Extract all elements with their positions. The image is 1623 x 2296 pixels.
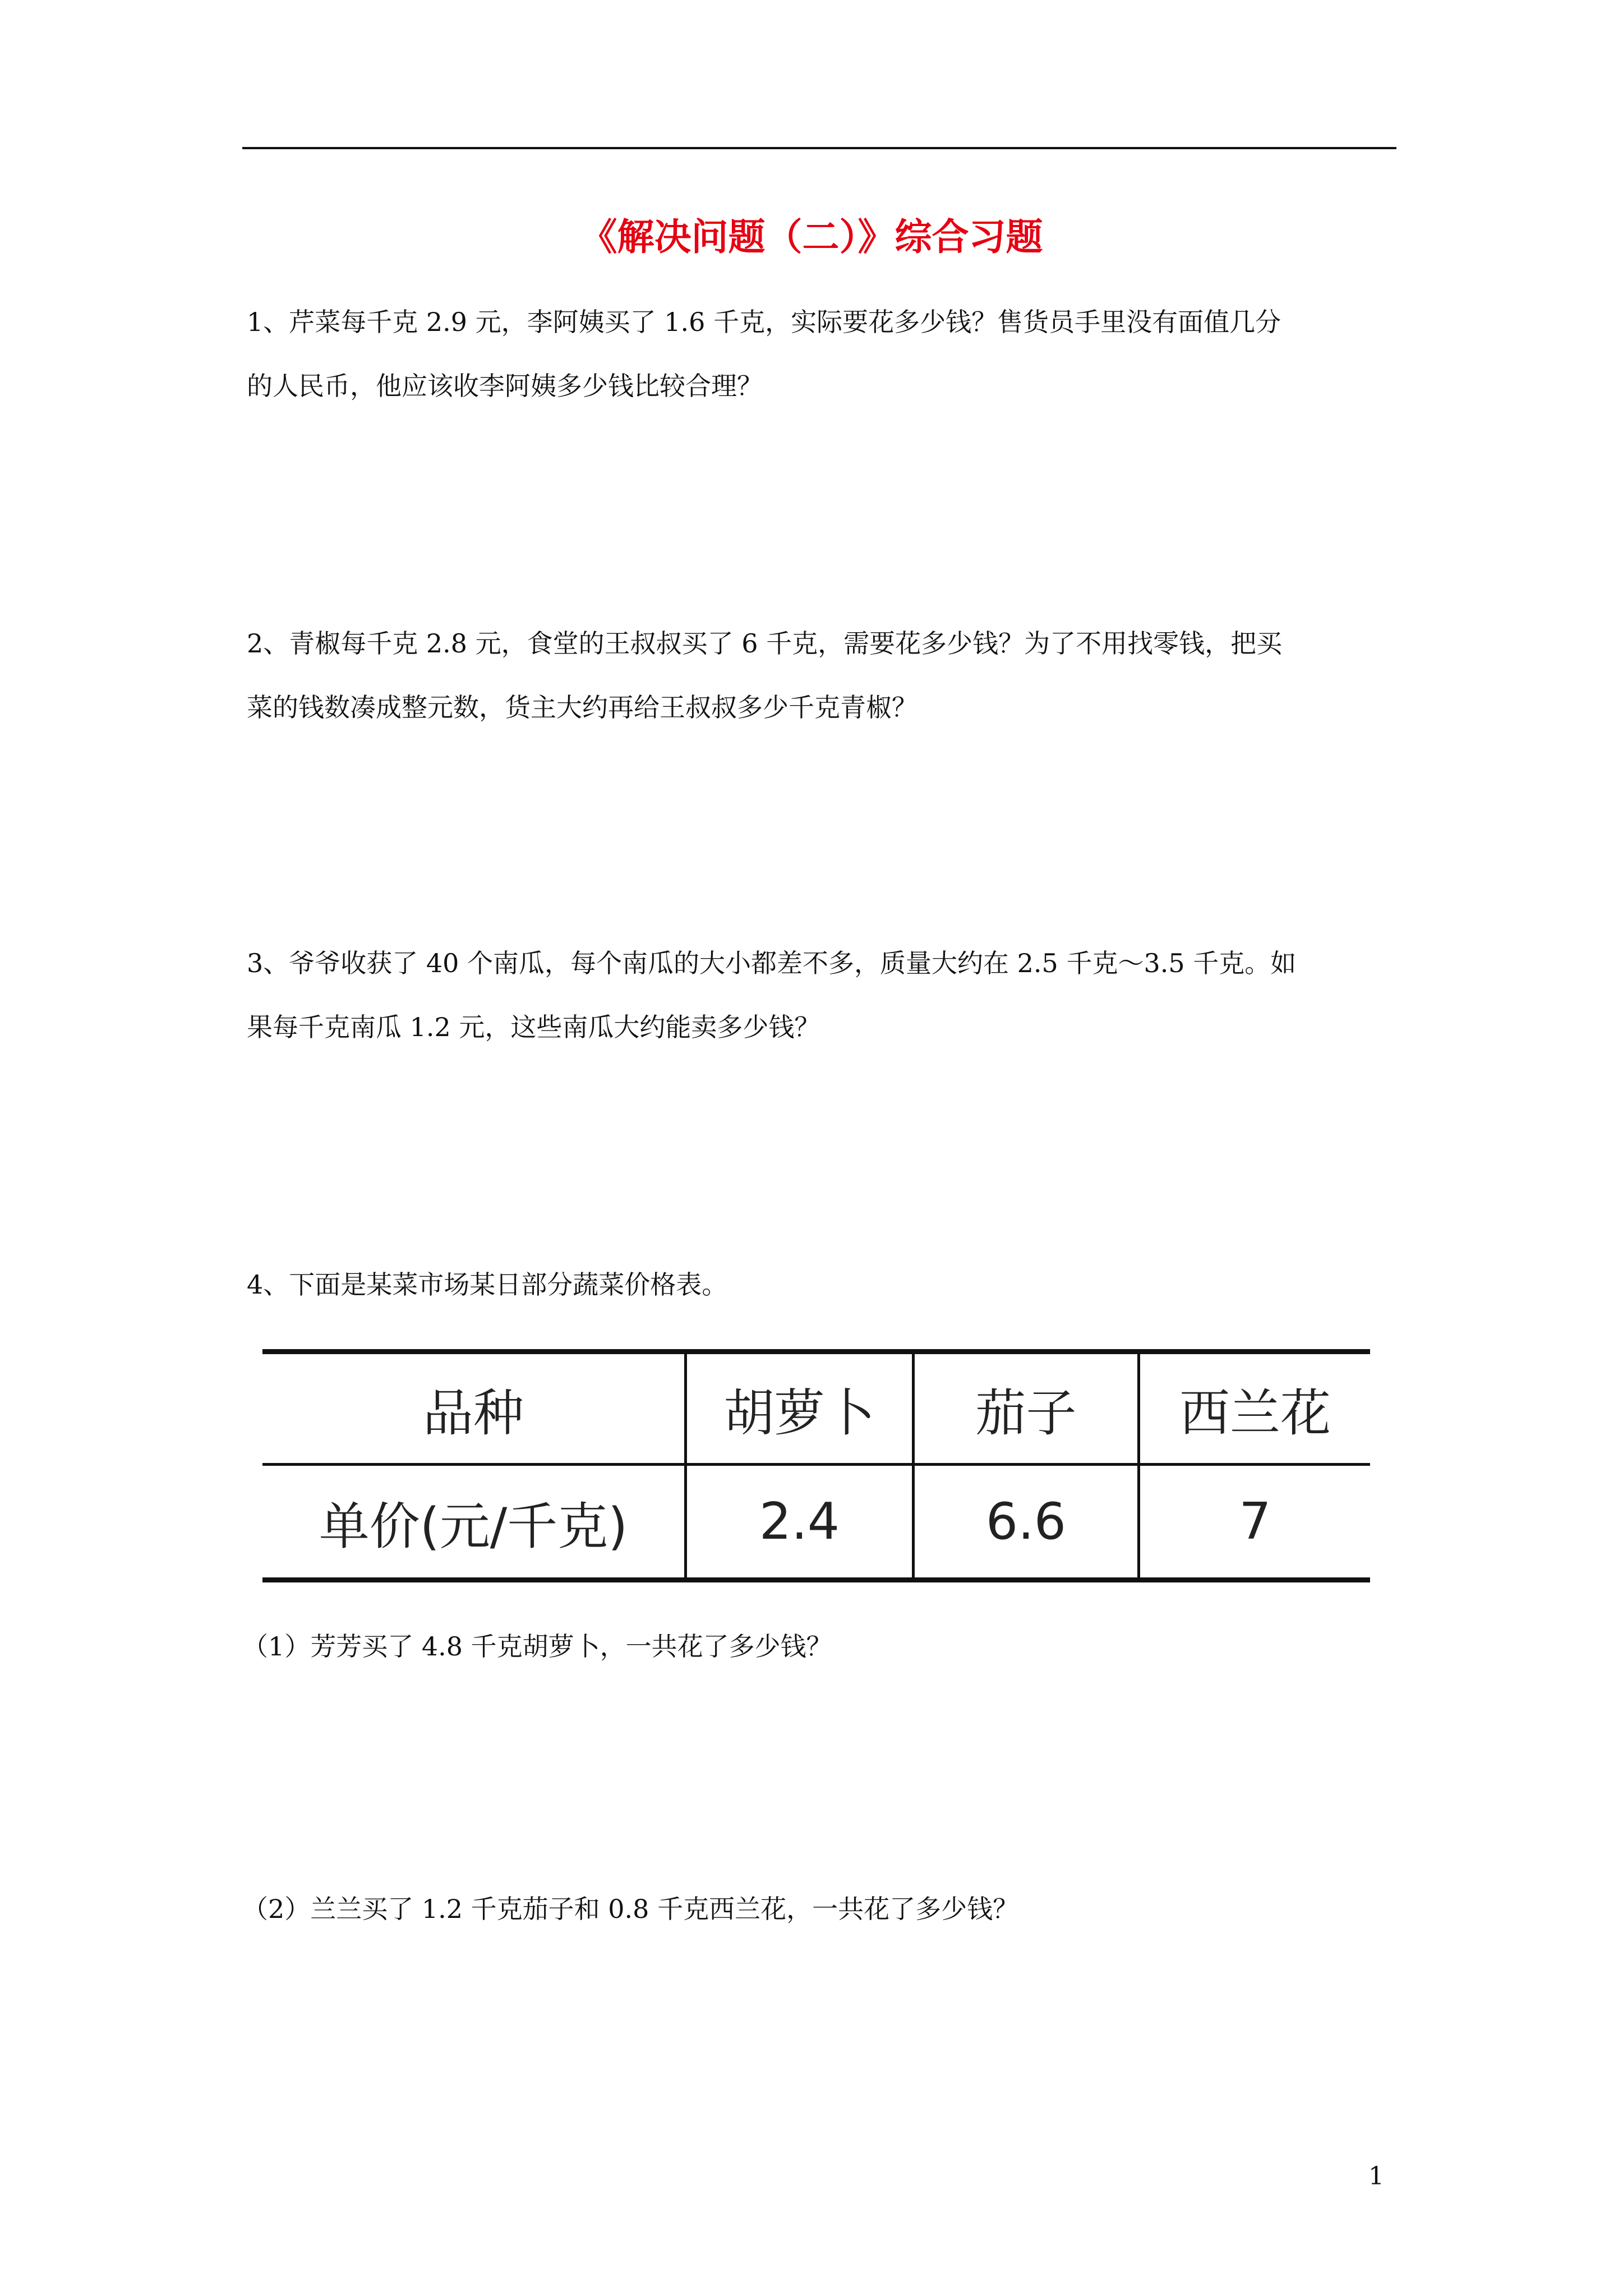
question-4 — [247, 1253, 1396, 1317]
question-2-line-1: 2、青椒每千克 2.8 元，食堂的王叔叔买了 6 千克，需要花多少钱？为了不用找零钱，把买 — [247, 628, 1283, 659]
table-header-variety: 品种 — [262, 1354, 687, 1463]
page-title: 《解决问题（二）》综合习题 — [580, 215, 1043, 259]
question-1 — [247, 290, 1396, 418]
question-3-line-2: 果每千克南瓜 1.2 元，这些南瓜大约能卖多少钱？ — [247, 1012, 820, 1042]
table-header-row — [262, 1354, 1370, 1466]
table-header-broccoli: 西兰花 — [1179, 1384, 1331, 1443]
question-3-line-1: 3、爷爷收获了 40 个南瓜，每个南瓜的大小都差不多，质量大约在 2.5 千克～3.5 千克。如 — [247, 948, 1297, 978]
question-4-line-1: 4、下面是某菜市场某日部分蔬菜价格表。 — [247, 1269, 728, 1300]
table-price-row — [262, 1466, 1370, 1577]
table-header-eggplant: 茄子 — [915, 1354, 1140, 1463]
question-1-line-2: 的人民币，他应该收李阿姨多少钱比较合理？ — [247, 371, 763, 401]
question-2-line-2: 菜的钱数凑成整元数，货主大约再给王叔叔多少千克青椒？ — [247, 692, 917, 723]
table-cell-broccoli-price: 7 — [1239, 1492, 1271, 1551]
sub-question-2: （2）兰兰买了 1.2 千克茄子和 0.8 千克西兰花，一共花了多少钱？ — [242, 1894, 1019, 1924]
table-cell-eggplant-price: 6.6 — [915, 1466, 1140, 1577]
question-1-line-1: 1、芹菜每千克 2.9 元，李阿姨买了 1.6 千克，实际要花多少钱？售货员手里没有面值几分 — [247, 307, 1281, 337]
sub-question-1: （1）芳芳买了 4.8 千克胡萝卜，一共花了多少钱？ — [242, 1631, 832, 1662]
question-2 — [247, 611, 1396, 739]
vegetable-price-table — [262, 1349, 1370, 1582]
table-cell-unit-price-label: 单价(元/千克) — [262, 1466, 687, 1577]
page-number: 1 — [1368, 2162, 1384, 2191]
question-3 — [247, 931, 1396, 1059]
header-rule — [242, 147, 1396, 149]
table-cell-carrot-price: 2.4 — [687, 1466, 915, 1577]
table-header-carrot: 胡萝卜 — [687, 1354, 915, 1463]
